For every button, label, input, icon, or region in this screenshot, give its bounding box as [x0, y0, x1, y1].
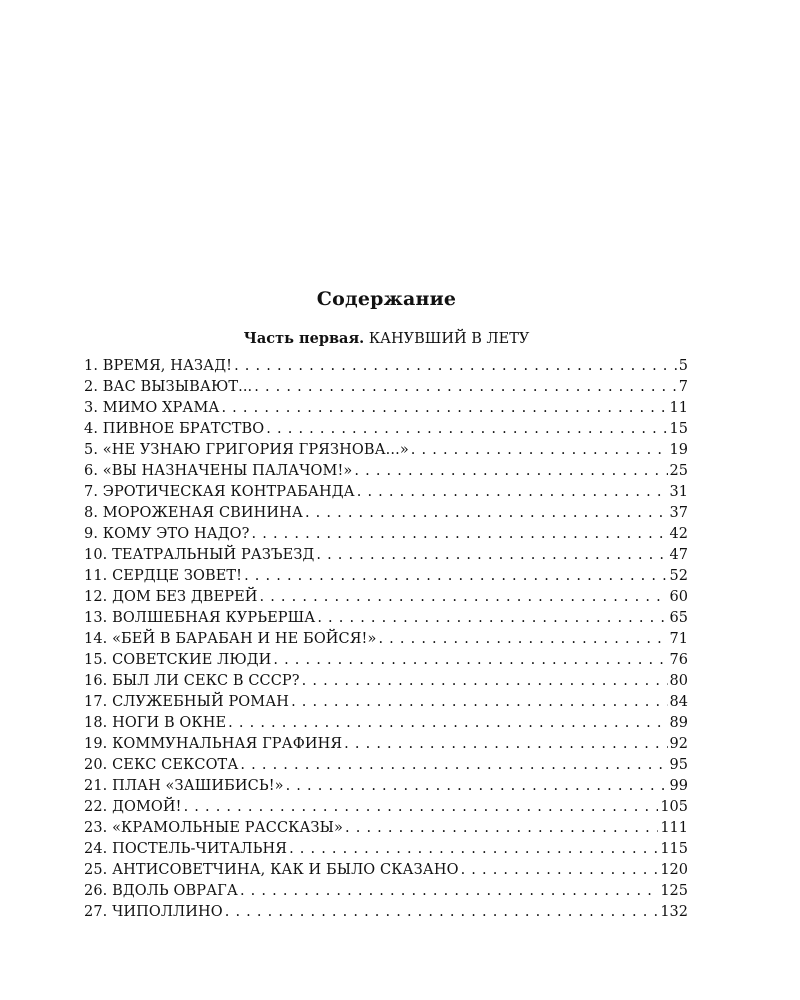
- toc-entry: [84, 503, 688, 524]
- dot-leader: [254, 377, 677, 398]
- toc-entry: [84, 524, 688, 545]
- toc-entry: [84, 776, 688, 797]
- toc-entry-title: 6. «ВЫ НАЗНАЧЕНЫ ПАЛАЧОМ!»: [84, 463, 353, 479]
- dot-leader: [305, 503, 668, 524]
- toc-entry-title: 17. СЛУЖЕБНЫЙ РОМАН: [84, 694, 290, 710]
- toc-entry: [84, 839, 688, 860]
- dot-leader: [273, 650, 667, 671]
- toc-entry-page: 132: [660, 904, 688, 920]
- dot-leader: [240, 755, 667, 776]
- toc-entry-page: 42: [669, 526, 688, 542]
- toc-entry-page: 60: [669, 589, 688, 605]
- toc-entry: [84, 713, 688, 734]
- toc-entry: [84, 818, 688, 839]
- toc-entry: [84, 797, 688, 818]
- dot-leader: [240, 881, 658, 902]
- toc-entry-title: 1. ВРЕМЯ, НАЗАД!: [84, 358, 233, 374]
- toc-entry-page: 99: [669, 778, 688, 794]
- dot-leader: [289, 839, 658, 860]
- toc-entry: [84, 545, 688, 566]
- toc-entry: [84, 881, 688, 902]
- toc-entry-page: 120: [660, 862, 688, 878]
- toc-entry-page: 111: [660, 820, 688, 836]
- toc-entry-title: 3. МИМО ХРАМА: [84, 400, 220, 416]
- dot-leader: [184, 797, 659, 818]
- dot-leader: [286, 776, 668, 797]
- toc-entry-title: 20. СЕКС СЕКСОТА: [84, 757, 239, 773]
- toc-entry-page: 11: [669, 400, 688, 416]
- toc-entry-page: 19: [669, 442, 688, 458]
- toc-entry: [84, 860, 688, 881]
- part-title: [0, 330, 773, 347]
- toc-entry-title: 15. СОВЕТСКИЕ ЛЮДИ: [84, 652, 272, 668]
- dot-leader: [317, 608, 667, 629]
- toc-entry: [84, 902, 688, 923]
- dot-leader: [252, 524, 668, 545]
- toc-entry-page: 31: [669, 484, 688, 500]
- toc-entry: [84, 398, 688, 419]
- dot-leader: [291, 692, 667, 713]
- part-name: КАНУВШИЙ В ЛЕТУ: [368, 331, 530, 347]
- part-label: Часть первая.: [243, 330, 365, 347]
- dot-leader: [244, 566, 667, 587]
- toc-entry: [84, 734, 688, 755]
- toc-entry-page: 92: [669, 736, 688, 752]
- dot-leader: [302, 671, 668, 692]
- toc-entry: [84, 482, 688, 503]
- toc-entry: [84, 440, 688, 461]
- toc-entry-title: 16. БЫЛ ЛИ СЕКС В СССР?: [84, 673, 300, 689]
- dot-leader: [461, 860, 659, 881]
- toc-entry-title: 8. МОРОЖЕНАЯ СВИНИНА: [84, 505, 303, 521]
- toc-entry-title: 21. ПЛАН «ЗАШИБИСЬ!»: [84, 778, 284, 794]
- toc-entry-title: 12. ДОМ БЕЗ ДВЕРЕЙ: [84, 589, 258, 605]
- toc-entry-title: 19. КОММУНАЛЬНАЯ ГРАФИНЯ: [84, 736, 343, 752]
- toc-entry: [84, 692, 688, 713]
- toc-entry-page: 52: [669, 568, 688, 584]
- toc-entry: [84, 566, 688, 587]
- dot-leader: [345, 818, 658, 839]
- toc-entry-title: 14. «БЕЙ В БАРАБАН И НЕ БОЙСЯ!»: [84, 631, 377, 647]
- toc-entry-title: 10. ТЕАТРАЛЬНЫЙ РАЗЪЕЗД: [84, 547, 315, 563]
- toc-entry-page: 125: [660, 883, 688, 899]
- toc-entry-page: 47: [669, 547, 688, 563]
- dot-leader: [378, 629, 667, 650]
- dot-leader: [221, 398, 667, 419]
- toc-entry-title: 5. «НЕ УЗНАЮ ГРИГОРИЯ ГРЯЗНОВА...»: [84, 442, 409, 458]
- toc-entry: [84, 629, 688, 650]
- toc-entry-page: 7: [678, 379, 688, 395]
- dot-leader: [266, 419, 667, 440]
- toc-entry-title: 13. ВОЛШЕБНАЯ КУРЬЕРША: [84, 610, 316, 626]
- dot-leader: [354, 461, 667, 482]
- toc-entry-title: 22. ДОМОЙ!: [84, 799, 182, 815]
- toc-entry-page: 89: [669, 715, 688, 731]
- dot-leader: [411, 440, 668, 461]
- toc-entry-title: 24. ПОСТЕЛЬ-ЧИТАЛЬНЯ: [84, 841, 288, 857]
- toc-entry-title: 27. ЧИПОЛЛИНО: [84, 904, 223, 920]
- toc-entry-page: 76: [669, 652, 688, 668]
- toc-entry-page: 95: [669, 757, 688, 773]
- toc-entry: [84, 650, 688, 671]
- toc-entry-title: 11. СЕРДЦЕ ЗОВЕТ!: [84, 568, 243, 584]
- toc-entry: [84, 587, 688, 608]
- dot-leader: [344, 734, 667, 755]
- toc-entry-title: 9. КОМУ ЭТО НАДО?: [84, 526, 250, 542]
- dot-leader: [357, 482, 668, 503]
- toc-entry-title: 2. ВАС ВЫЗЫВАЮТ...: [84, 379, 253, 395]
- toc-entry-title: 25. АНТИСОВЕТЧИНА, КАК И БЫЛО СКАЗАНО: [84, 862, 459, 878]
- toc-entry-page: 115: [660, 841, 688, 857]
- toc-entry: [84, 608, 688, 629]
- toc-entry-page: 37: [669, 505, 688, 521]
- toc-entry-page: 105: [660, 799, 688, 815]
- toc-entry-page: 25: [669, 463, 688, 479]
- toc-entry-page: 80: [669, 673, 688, 689]
- toc-entry-title: 26. ВДОЛЬ ОВРАГА: [84, 883, 238, 899]
- toc-entry-page: 15: [669, 421, 688, 437]
- dot-leader: [260, 587, 668, 608]
- toc-entry-page: 65: [669, 610, 688, 626]
- toc-entry: [84, 461, 688, 482]
- toc-entry-title: 23. «КРАМОЛЬНЫЕ РАССКАЗЫ»: [84, 820, 344, 836]
- toc-entry-title: 7. ЭРОТИЧЕСКАЯ КОНТРАБАНДА: [84, 484, 355, 500]
- toc-entry: [84, 755, 688, 776]
- toc-entry-page: 5: [678, 358, 688, 374]
- toc-entry-title: 18. НОГИ В ОКНЕ: [84, 715, 227, 731]
- toc-entry-page: 84: [669, 694, 688, 710]
- toc-entry-title: 4. ПИВНОЕ БРАТСТВО: [84, 421, 265, 437]
- table-of-contents: [84, 356, 688, 923]
- dot-leader: [225, 902, 659, 923]
- toc-entry: [84, 356, 688, 377]
- toc-entry: [84, 377, 688, 398]
- dot-leader: [234, 356, 677, 377]
- dot-leader: [316, 545, 667, 566]
- toc-entry-page: 71: [669, 631, 688, 647]
- toc-entry: [84, 671, 688, 692]
- dot-leader: [228, 713, 667, 734]
- toc-entry: [84, 419, 688, 440]
- page-title: Содержание: [316, 288, 457, 310]
